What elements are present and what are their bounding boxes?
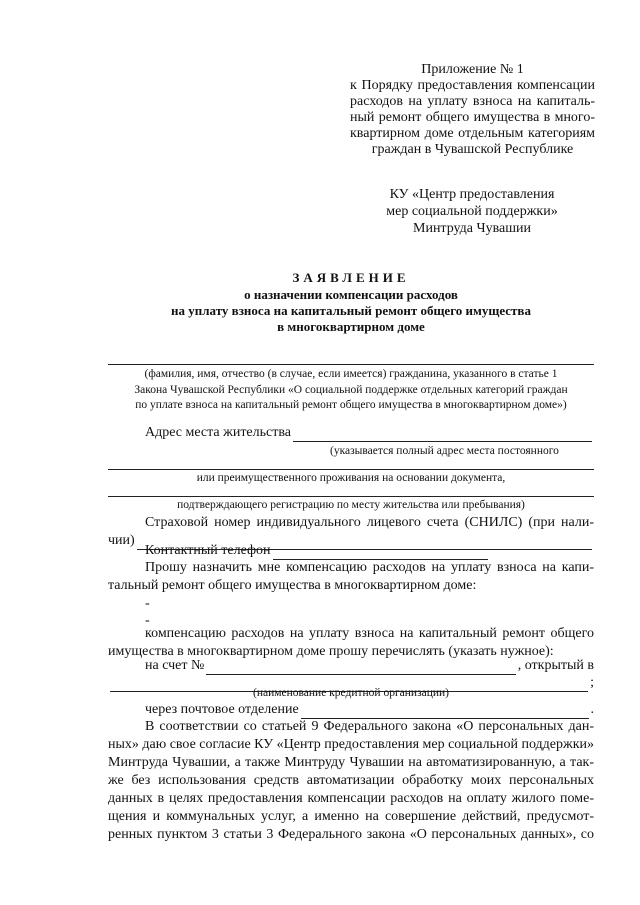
appendix-line: ный ремонт общего имущества в много- (350, 110, 595, 125)
post-office-field[interactable] (301, 705, 589, 719)
consent-line: щения и коммунальных услуг, а именно на совершение действий, предусмот- (108, 809, 594, 824)
address-hint: (указывается полный адрес места постоянного (330, 445, 559, 457)
snils-label: Страховой номер индивидуального лицевого счета (СНИЛС) (при нали- (145, 515, 594, 530)
account-suffix: , открытый в (517, 658, 594, 673)
title-line: в многоквартирном доме (277, 319, 425, 334)
consent-line: ных» даю свое согласие КУ «Центр предоставления мер социальной поддержки» (108, 737, 594, 752)
request-text: тальный ремонт общего имущества в многоквартирном доме: (108, 578, 477, 593)
document-title: ЗАЯВЛЕНИЕ (292, 270, 410, 285)
title-line: о назначении компенсации расходов (244, 287, 458, 302)
request-item[interactable]: - (145, 596, 150, 611)
phone-label: Контактный телефон (145, 543, 271, 558)
applicant-hint: по уплате взноса на капитальный ремонт общего имущества в многоквартирном доме») (135, 399, 567, 411)
bank-hint: (наименование кредитной организации) (252, 687, 450, 699)
request-text: имущества в многоквартирном доме прошу перечислять (указать нужное): (108, 644, 554, 659)
appendix-line: расходов на уплату взноса на капиталь- (350, 94, 595, 109)
request-text: компенсацию расходов на уплату взноса на капитальный ремонт общего (145, 626, 594, 641)
request-item[interactable]: - (145, 613, 150, 628)
appendix-line: квартирном доме отдельным категориям (350, 126, 595, 141)
post-end: . (590, 702, 594, 717)
applicant-hint: Закона Чувашской Республики «О социальной поддержке отдельных категорий граждан (134, 384, 568, 396)
consent-line: данных в целях предоставления компенсации расходов на оплату жилого поме- (108, 791, 594, 806)
consent-line: же без использования средств автоматизации обработку моих персональных (108, 773, 594, 788)
account-number-field[interactable] (206, 661, 515, 675)
post-label: через почтовое отделение (145, 702, 299, 717)
recipient-line: Минтруда Чувашии (413, 221, 531, 236)
request-text: Прошу назначить мне компенсацию расходов на уплату взноса на капи- (145, 560, 594, 575)
phone-field[interactable] (273, 546, 488, 560)
bank-end: ; (590, 675, 594, 690)
snils-label-end: чии) (108, 533, 135, 548)
phone-row (145, 542, 490, 560)
recipient-line: мер социальной поддержки» (386, 204, 558, 219)
appendix-line: Приложение № 1 (421, 62, 524, 77)
address-row (145, 424, 594, 442)
appendix-line: к Порядку предоставления компенсации (350, 78, 595, 93)
account-prefix: на счет № (145, 658, 205, 673)
appendix-line: граждан в Чувашской Республике (371, 142, 574, 157)
address-hint: подтверждающего регистрацию по месту жительства или пребывания) (177, 499, 525, 511)
account-row (145, 657, 594, 675)
title-line: на уплату взноса на капитальный ремонт общего имущества (171, 303, 531, 318)
address-field[interactable] (293, 428, 592, 442)
consent-line: Минтруда Чувашии, а также Минтруду Чувашии на автоматизированную, а так- (108, 755, 594, 770)
applicant-hint: (фамилия, имя, отчество (в случае, если имеется) гражданина, указанного в статье 1 (144, 368, 558, 380)
consent-line: ренных пунктом 3 статьи 3 Федерального закона «О персональных данных», со (108, 827, 594, 842)
consent-line: В соответствии со статьей 9 Федерального закона «О персональных дан- (145, 719, 594, 734)
address-hint: или преимущественного проживания на основании документа, (196, 472, 506, 484)
recipient-line: КУ «Центр предоставления (389, 187, 555, 202)
address-label: Адрес места жительства (145, 425, 291, 440)
post-row (145, 701, 594, 719)
